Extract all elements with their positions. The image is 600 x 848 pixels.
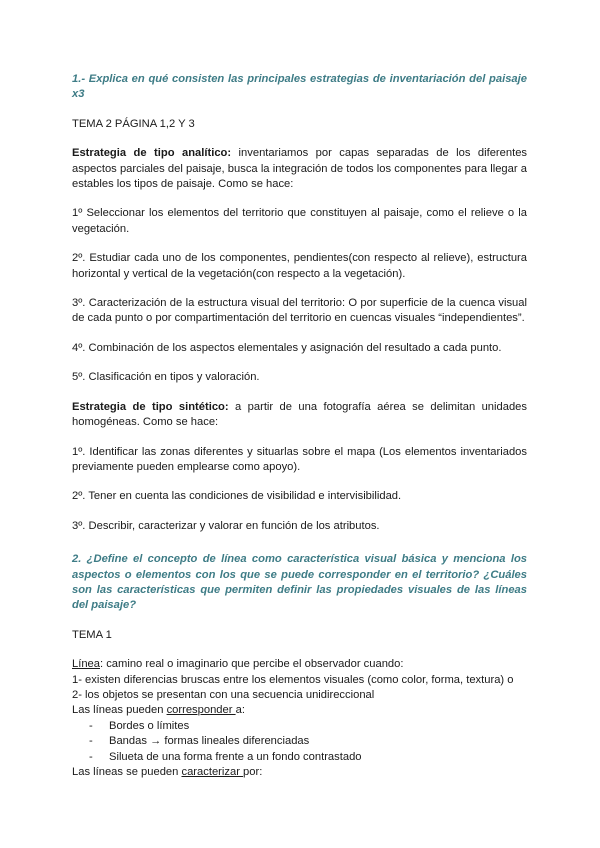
- question-1-title: 1.- Explica en qué consisten las principales estrategias de inventariación del paisaje x3: [72, 73, 527, 101]
- list-item-text: Silueta de una forma frente a un fondo contrastado: [109, 750, 362, 763]
- synthetic-step-1: 1º. Identificar las zonas diferentes y situarlas sobre el mapa (Los elementos inventariados previamente pueden emplearse como apoyo).: [72, 445, 527, 473]
- analytic-step-3: 3º. Caracterización de la estructura visual del territorio: O por superficie de la cuenca visual de cada punto o por compartimentación del territorio en cuencas visuales “independientes”.: [72, 297, 527, 325]
- analytic-step-4: 4º. Combinación de los aspectos elementales y asignación del resultado a cada punto.: [72, 341, 502, 354]
- analytic-step-5: 5º. Clasificación en tipos y valoración.: [72, 371, 260, 384]
- list-item: [89, 750, 527, 765]
- correspond-suffix: a:: [235, 704, 245, 717]
- dash-bullet: -: [89, 735, 93, 748]
- list-item: [89, 719, 527, 734]
- question-2-title: 2. ¿Define el concepto de línea como característica visual básica y menciona los aspectos o elementos con los que se puede corresponder en el territorio? ¿Cuáles son las características que permiten definir las propiedades visuales de las líneas del paisaje?: [72, 553, 527, 612]
- analytic-step-1: 1º Seleccionar los elementos del territorio que constituyen al paisaje, como el relieve o la vegetación.: [72, 207, 527, 235]
- synthetic-step-2: 2º. Tener en cuenta las condiciones de visibilidad e intervisibilidad.: [72, 490, 402, 503]
- characterize-term: caracterizar: [181, 766, 244, 778]
- correspond-intro: [72, 703, 527, 718]
- analytic-strategy-text: inventariamos por capas separadas de los diferentes aspectos parciales del paisaje, busca la integración de todos los componentes para llegar a estables los tipos de paisaje. Como se hace:: [72, 147, 528, 191]
- question-1-topic-ref: TEMA 2 PÁGINA 1,2 Y 3: [72, 117, 195, 130]
- line-definition: [72, 657, 527, 672]
- dash-bullet: -: [89, 750, 93, 763]
- characterize-suffix: por:: [243, 766, 263, 778]
- synthetic-strategy-label: Estrategia de tipo sintético:: [72, 400, 229, 413]
- page-content: [72, 72, 527, 780]
- characterize-prefix: Las líneas se pueden: [72, 766, 182, 778]
- dash-bullet: -: [89, 719, 93, 732]
- analytic-step-2: 2º. Estudiar cada uno de los componentes, pendientes(con respecto al relieve), estructura horizontal y vertical de la vegetación(con respecto a la vegetación).: [72, 252, 527, 280]
- synthetic-strategy-text: a partir de una fotografía aérea se delimitan unidades homogéneas. Como se hace:: [72, 400, 527, 429]
- correspond-list: [72, 719, 527, 765]
- line-condition-1: 1- existen diferencias bruscas entre los elementos visuales (como color, forma, textura) o: [72, 673, 514, 686]
- synthetic-step-3: 3º. Describir, caracterizar y valorar en función de los atributos.: [72, 519, 380, 532]
- correspond-term: corresponder: [166, 704, 236, 717]
- list-item-text: Bandas → formas lineales diferenciadas: [109, 735, 310, 748]
- line-definition-text: : camino real o imaginario que percibe el observador cuando:: [100, 658, 404, 671]
- line-term: Línea: [72, 658, 100, 671]
- question-2-topic-ref: TEMA 1: [72, 628, 112, 641]
- analytic-strategy-paragraph: [72, 146, 527, 192]
- synthetic-strategy-paragraph: [72, 400, 527, 431]
- characterize-intro: [72, 765, 527, 780]
- analytic-strategy-label: Estrategia de tipo analítico:: [72, 147, 232, 160]
- correspond-prefix: Las líneas pueden: [72, 704, 167, 717]
- list-item-text: Bordes o límites: [109, 719, 190, 732]
- line-condition-2: 2- los objetos se presentan con una secuencia unidireccional: [72, 688, 375, 701]
- list-item: [89, 734, 527, 749]
